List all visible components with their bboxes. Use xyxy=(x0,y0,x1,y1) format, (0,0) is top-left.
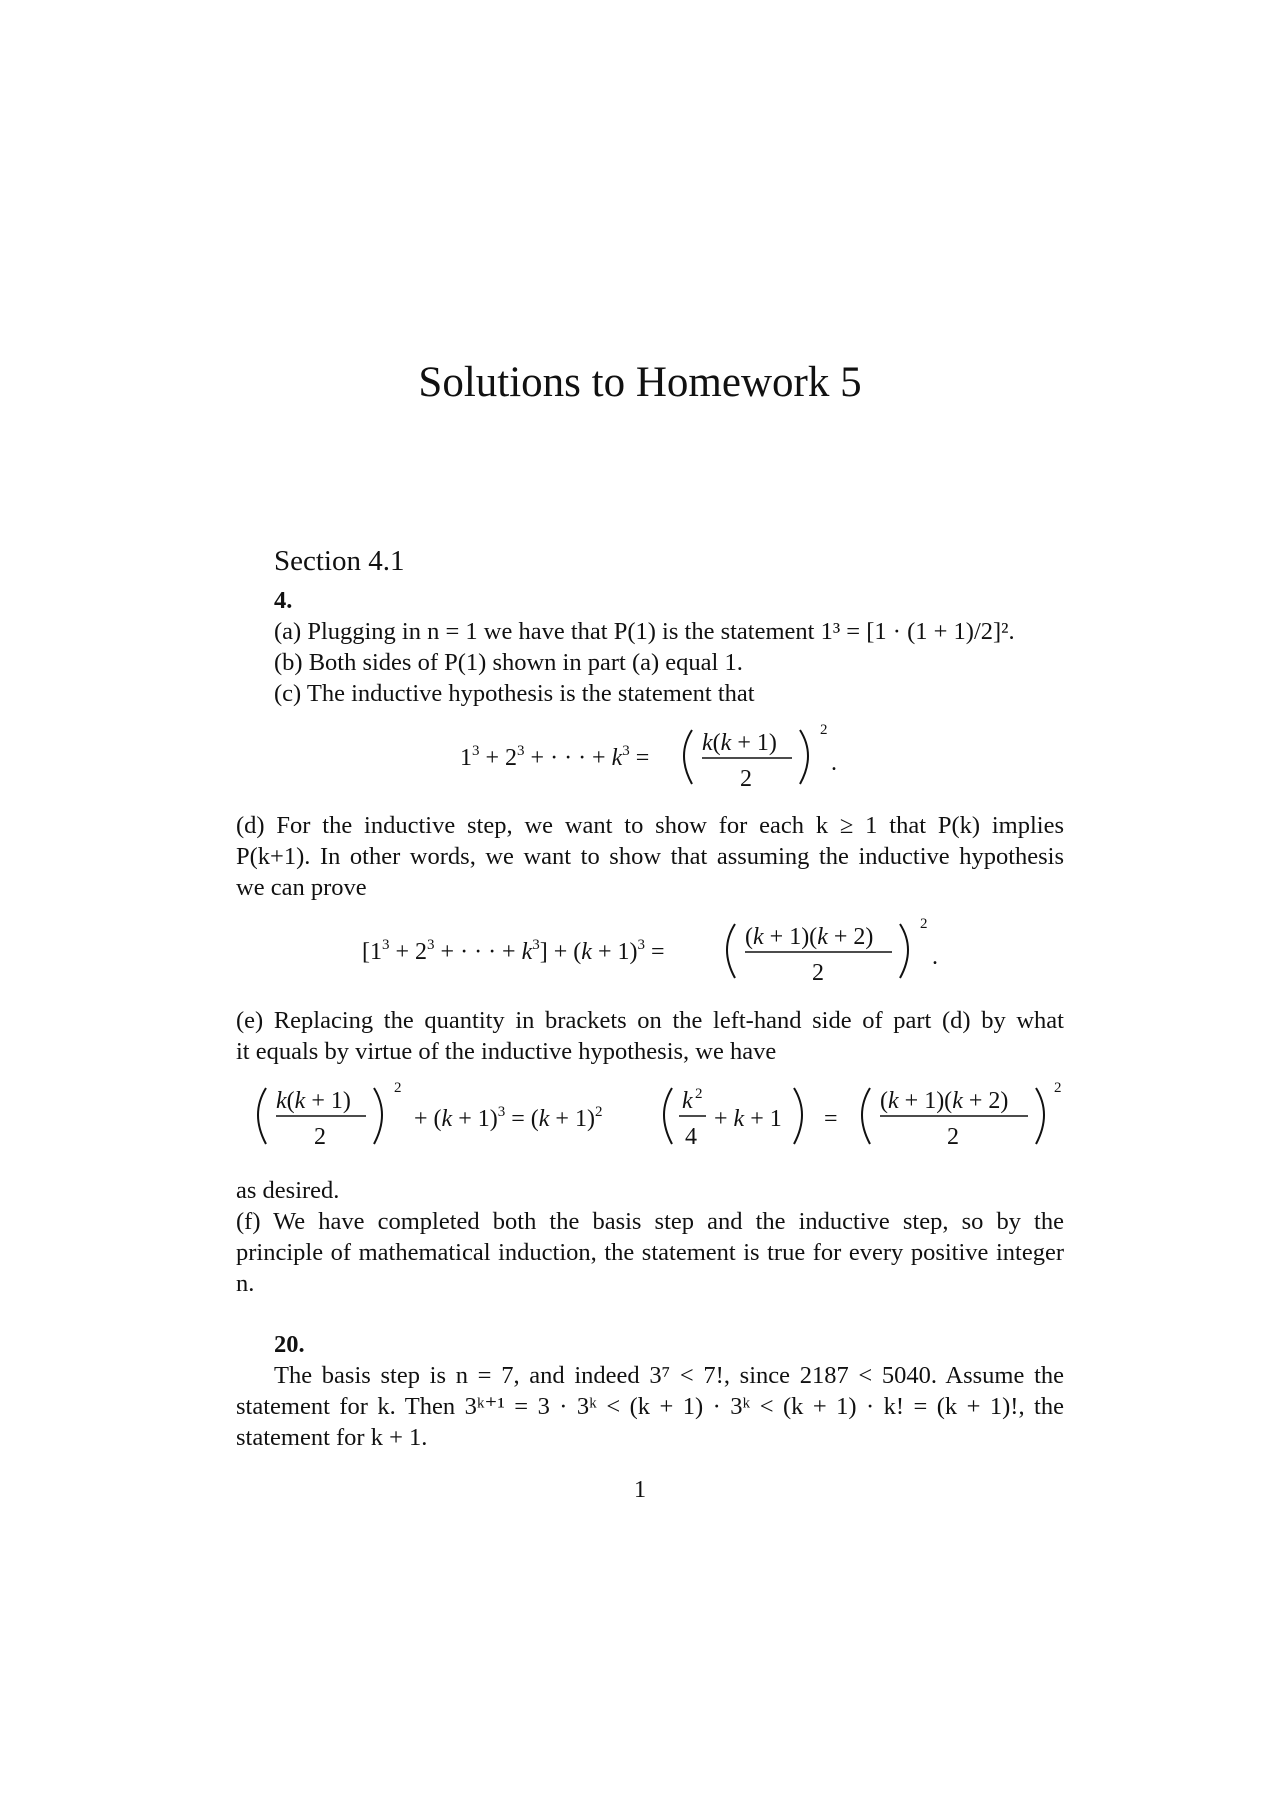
problem-20-line-3: statement for k + 1. xyxy=(236,1424,428,1451)
problem-4-part-f-line-2: principle of mathematical induction, the statement is true for every positive integer xyxy=(236,1239,1064,1266)
svg-text:2: 2 xyxy=(812,960,824,986)
svg-text:+ (k + 1)3 = (k + 1)2: + $(k + 1)^3 = (k + 1)^2$ xyxy=(414,1104,603,1132)
svg-text:k: k xyxy=(682,1088,693,1114)
svg-text:+ k + 1: + k + 1 xyxy=(714,1106,782,1132)
svg-text:=: = xyxy=(824,1106,838,1132)
problem-20-line-2: statement for k. Then 3ᵏ⁺¹ = 3 · 3ᵏ < (k + 1) · 3ᵏ < (k + 1) · k! = (k + 1)!, the xyxy=(236,1393,1064,1420)
problem-4-part-c: (c) The inductive hypothesis is the statement that xyxy=(274,680,755,707)
svg-text:4: 4 xyxy=(685,1124,697,1150)
equation-inductive-hypothesis xyxy=(440,712,960,802)
svg-text:[13 + 23 + · · · + k3] + (k +: [$1^3 + 2^3$ + · · · + $k^3] + (k + 1)^3$ = xyxy=(362,937,665,965)
problem-20-line-1: The basis step is n = 7, and indeed 3⁷ < 7!, since 2187 < 5040. Assume the xyxy=(274,1362,1064,1389)
problem-4-number: 4. xyxy=(274,587,293,614)
svg-text:(k + 1)(k + 2): (k + 1)(k + 2) xyxy=(745,924,874,950)
svg-text:2: 2 xyxy=(820,722,828,738)
svg-text:k(k + 1): k(k + 1) xyxy=(276,1088,351,1114)
problem-4-part-e-line-2: it equals by virtue of the inductive hypothesis, we have xyxy=(236,1038,777,1065)
svg-text:2: 2 xyxy=(394,1080,402,1096)
problem-4-part-e-line-1: (e) Replacing the quantity in brackets on the left-hand side of part (d) by what xyxy=(236,1007,1064,1034)
problem-4-part-a: (a) Plugging in n = 1 we have that P(1) is the statement 1³ = [1 · (1 + 1)/2]². xyxy=(274,618,1015,645)
problem-20-number: 20. xyxy=(274,1331,305,1358)
problem-4-part-f-line-3: n. xyxy=(236,1270,255,1297)
section-heading: Section 4.1 xyxy=(274,545,405,577)
problem-4-part-b: (b) Both sides of P(1) shown in part (a) equal 1. xyxy=(274,649,743,676)
problem-4-part-f-line-1: (f) We have completed both the basis step and the inductive step, so by the xyxy=(236,1208,1064,1235)
svg-text:.: . xyxy=(831,750,837,776)
svg-text:13 + 23 + · · · + k3 =: $1^3 + 2^3$ + · · · + $k^3$ = xyxy=(460,743,650,771)
svg-text:.: . xyxy=(932,944,938,970)
problem-4-part-d-line-1: (d) For the inductive step, we want to show for each k ≥ 1 that P(k) implies xyxy=(236,812,1064,839)
svg-text:2: 2 xyxy=(740,766,752,792)
page-number: 1 xyxy=(633,1476,647,1503)
equation-substitution xyxy=(236,1068,1066,1163)
equation-inductive-step xyxy=(352,906,972,996)
svg-text:(k + 1)(k + 2): (k + 1)(k + 2) xyxy=(880,1088,1009,1114)
problem-4-part-e-conclusion: as desired. xyxy=(236,1177,340,1204)
svg-text:2: 2 xyxy=(920,916,928,932)
svg-text:k(k + 1): k(k + 1) xyxy=(702,730,777,756)
problem-4-part-d-line-2: P(k+1). In other words, we want to show that assuming the inductive hypothesis xyxy=(236,843,1064,870)
page-title: Solutions to Homework 5 xyxy=(418,359,862,406)
svg-text:2: 2 xyxy=(314,1124,326,1150)
svg-text:2: 2 xyxy=(947,1124,959,1150)
problem-4-part-d-line-3: we can prove xyxy=(236,874,367,901)
svg-text:2: 2 xyxy=(695,1086,703,1102)
svg-text:2: 2 xyxy=(1054,1080,1062,1096)
